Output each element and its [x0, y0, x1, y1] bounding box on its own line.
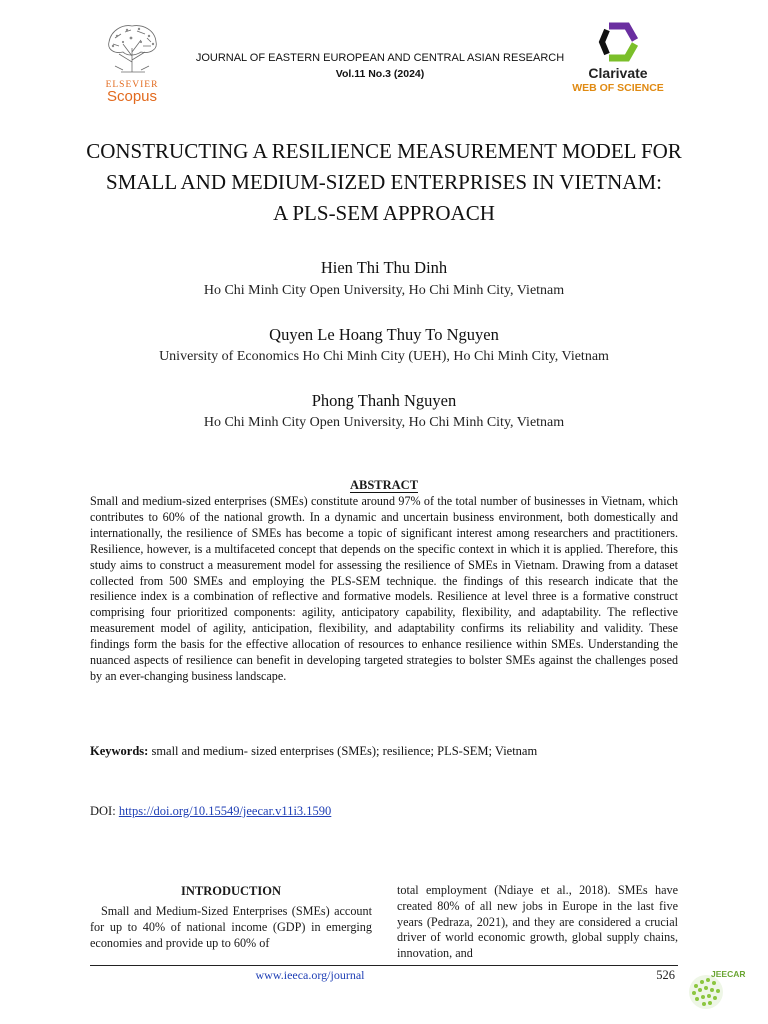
paper-title	[60, 136, 708, 229]
scopus-wordmark: Scopus	[106, 88, 158, 105]
footer-divider	[90, 965, 678, 966]
keywords-label: Keywords:	[90, 744, 149, 758]
keywords	[90, 744, 690, 759]
title-line: CONSTRUCTING A RESILIENCE MEASUREMENT MODEL FOR	[86, 139, 682, 163]
keywords-text: small and medium- sized enterprises (SMEs); resilience; PLS-SEM; Vietnam	[148, 744, 538, 758]
clarivate-wordmark: Clarivate	[588, 65, 648, 81]
title-line: A PLS-SEM APPROACH	[273, 201, 495, 225]
doi-link[interactable]: https://doi.org/10.15549/jeecar.v11i3.1590	[118, 804, 332, 818]
clarivate-logo	[568, 22, 668, 104]
journal-volume: Vol.11 No.3 (2024)	[335, 68, 425, 80]
jeecar-logo	[684, 966, 746, 1010]
title-line: SMALL AND MEDIUM-SIZED ENTERPRISES IN VIETNAM:	[106, 170, 662, 194]
doi-label: DOI:	[90, 804, 119, 818]
author-name: Hien Thi Thu Dinh	[320, 258, 448, 277]
journal-header	[160, 52, 600, 80]
author-name: Quyen Le Hoang Thuy To Nguyen	[269, 325, 499, 344]
abstract-heading	[60, 478, 708, 493]
page-number: 526	[656, 968, 675, 982]
web-of-science-wordmark: WEB OF SCIENCE	[572, 82, 664, 94]
elsevier-tree-icon	[101, 22, 163, 74]
author-affiliation: Ho Chi Minh City Open University, Ho Chi Minh City, Vietnam	[203, 283, 565, 298]
introduction-right-column: total employment (Ndiaye et al., 2018). SMEs have created 80% of all new jobs in Europe in the last five years (Pedraza, 2021), and they are considered a crucial driver of world economic growth, global supply chains, innovation, and	[397, 883, 678, 961]
doi	[90, 804, 690, 819]
author-name: Phong Thanh Nguyen	[311, 391, 457, 410]
jeecar-globe-icon	[684, 966, 746, 1010]
footer-url[interactable]: www.ieeca.org/journal	[255, 968, 365, 982]
abstract-heading-text: ABSTRACT	[349, 478, 419, 492]
elsevier-wordmark: ELSEVIER	[105, 80, 159, 90]
author-affiliation: University of Economics Ho Chi Minh City (UEH), Ho Chi Minh City, Vietnam	[159, 349, 609, 364]
journal-name: JOURNAL OF EASTERN EUROPEAN AND CENTRAL ASIAN RESEARCH	[195, 52, 565, 64]
abstract-body: Small and medium-sized enterprises (SMEs) constitute around 97% of the total number of businesses in Vietnam, which contributes to 60% of the national growth. In a dynamic and uncertain business environment, both domestically and internationally, the resilience of SMEs has become a topic of significant interest among researchers and practitioners. Resilience, however, is a multifaceted concept that depends on the specific context in which it is applied. Therefore, this study aims to construct a measurement model for assessing the resilience of SMEs in Vietnam. Drawing from a dataset collected from 500 SMEs and employing the PLS-SEM technique. the findings of this research indicate that the resilience index is a combination of reflective and formative models. Resilience at level three is a formative construct comprising four prioritized components: agility, anticipatory capability, flexibility, and adaptability. The reflective measurement model of agility, anticipation, flexibility, and adaptability confirms its reliability and validity. These findings form the basis for the effective allocation of resources to enhance resilience within SMEs. Understanding the nuanced aspects of resilience can benefit in developing targeted strategies to bolster SMEs against the challenges posed by an ever-changing business landscape.	[90, 494, 678, 683]
elsevier-scopus-logo	[96, 22, 168, 112]
introduction-heading: INTRODUCTION	[180, 884, 281, 898]
jeecar-label: JEECAR	[711, 969, 746, 979]
author-affiliation: Ho Chi Minh City Open University, Ho Chi Minh City, Vietnam	[203, 415, 565, 430]
clarivate-mark-icon	[599, 22, 637, 62]
introduction-left-column: Small and Medium-Sized Enterprises (SMEs) account for up to 40% of national income (GDP) in emerging economies and provide up to 60% of	[90, 904, 372, 950]
